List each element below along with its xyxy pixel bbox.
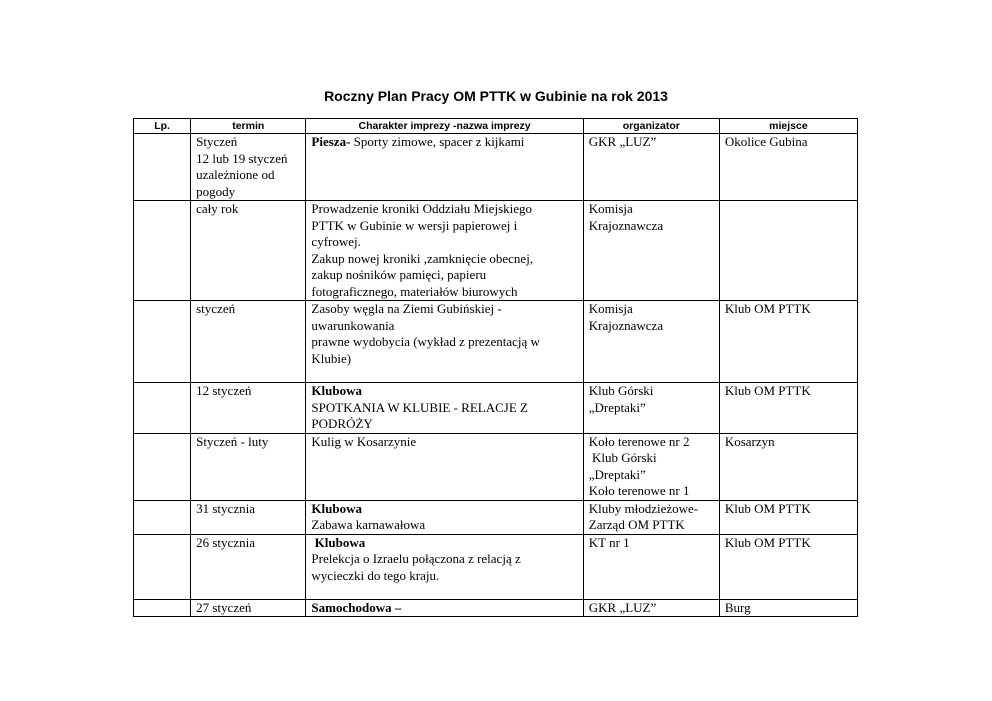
cell-miejsce [719, 433, 857, 500]
termin-line: 26 stycznia [196, 534, 255, 550]
miejsce-line: Burg [724, 599, 751, 615]
organizator-line: Klub Górski [588, 383, 654, 398]
organizator-line: Koło terenowe nr 2 [588, 433, 690, 449]
termin-line: pogody [196, 183, 236, 199]
termin-line: styczeń [196, 301, 236, 316]
cell-charakter [306, 433, 583, 500]
charakter-line: Prelekcja o Izraelu połączona z relacją z [311, 551, 521, 566]
cell-lp [134, 383, 191, 434]
cell-lp [134, 201, 191, 301]
miejsce-line: Klub OM PTTK [724, 301, 811, 316]
cell-termin [191, 301, 306, 383]
cell-termin [191, 599, 306, 617]
event-type: Klubowa [311, 383, 362, 398]
table-row [134, 383, 858, 434]
charakter-line: Klubie) [311, 350, 352, 366]
charakter-line: uwarunkowania [311, 317, 395, 333]
cell-organizator [583, 201, 719, 301]
cell-termin [191, 134, 306, 201]
miejsce-line: Kosarzyn [724, 433, 775, 449]
termin-line: 31 stycznia [196, 500, 255, 516]
termin-line: 12 lub 19 styczeń [196, 150, 288, 166]
header-termin: termin [191, 119, 306, 134]
cell-charakter [306, 599, 583, 617]
cell-lp [134, 301, 191, 383]
termin-line: uzależnione od [196, 167, 275, 182]
charakter-line: zakup nośników pamięci, papieru [311, 267, 487, 282]
cell-lp [134, 134, 191, 201]
cell-miejsce [719, 383, 857, 434]
page-title: Roczny Plan Pracy OM PTTK w Gubinie na rok 2013 [324, 88, 668, 104]
miejsce-line: Okolice Gubina [724, 134, 808, 149]
cell-organizator [583, 383, 719, 434]
table-row [134, 134, 858, 201]
miejsce-line: Klub OM PTTK [724, 500, 811, 516]
cell-miejsce [719, 134, 857, 201]
table-row [134, 201, 858, 301]
table-row [134, 301, 858, 383]
cell-miejsce [719, 301, 857, 383]
charakter-line: cyfrowej. [311, 234, 361, 249]
organizator-line: Kluby młodzieżowe- [588, 500, 699, 516]
table-header-row [134, 119, 858, 134]
charakter-line: Prowadzenie kroniki Oddziału Miejskiego [311, 201, 533, 216]
organizator-line: GKR „LUZ” [588, 599, 657, 615]
organizator-line: „Dreptaki” [588, 399, 646, 415]
cell-charakter [306, 383, 583, 434]
charakter-line: Zasoby węgla na Ziemi Gubińskiej - [311, 301, 502, 316]
organizator-line: Komisja [588, 301, 633, 316]
organizator-line: Klub Górski [588, 450, 657, 465]
cell-organizator [583, 134, 719, 201]
cell-organizator [583, 500, 719, 534]
event-type: Piesza- [311, 134, 351, 149]
cell-charakter [306, 301, 583, 383]
charakter-line: SPOTKANIA W KLUBIE - RELACJE Z [311, 399, 528, 415]
organizator-line: Krajoznawcza [588, 317, 664, 333]
cell-termin [191, 433, 306, 500]
cell-charakter [306, 534, 583, 599]
termin-line: Styczeń - luty [196, 433, 269, 449]
organizator-line: Komisja [588, 201, 633, 216]
cell-lp [134, 433, 191, 500]
organizator-line: GKR „LUZ” [588, 134, 657, 149]
cell-organizator [583, 534, 719, 599]
table-row [134, 433, 858, 500]
plan-table [133, 118, 858, 617]
organizator-line: Koło terenowe nr 1 [588, 483, 690, 498]
charakter-line: PTTK w Gubinie w wersji papierowej i [311, 217, 518, 233]
header-organizator: organizator [583, 119, 719, 134]
cell-miejsce [719, 500, 857, 534]
cell-lp [134, 534, 191, 599]
cell-termin [191, 500, 306, 534]
organizator-line: Krajoznawcza [588, 217, 664, 233]
charakter-line: prawne wydobycia (wykład z prezentacją w [311, 334, 540, 349]
cell-organizator [583, 301, 719, 383]
cell-lp [134, 500, 191, 534]
organizator-line: KT nr 1 [588, 534, 630, 550]
event-type: Klubowa [311, 534, 366, 550]
cell-organizator [583, 599, 719, 617]
cell-termin [191, 201, 306, 301]
charakter-line: Kulig w Kosarzynie [311, 433, 417, 449]
miejsce-line: Klub OM PTTK [724, 534, 811, 550]
event-type: Klubowa [311, 500, 362, 516]
charakter-line: Zakup nowej kroniki ,zamknięcie obecnej, [311, 250, 534, 266]
cell-organizator [583, 433, 719, 500]
charakter-text: Sporty zimowe, spacer z kijkami [350, 134, 525, 149]
charakter-line: fotograficznego, materiałów biurowych [311, 283, 518, 299]
organizator-line: „Dreptaki” [588, 466, 646, 482]
termin-line: 27 styczeń [196, 599, 252, 615]
cell-charakter [306, 201, 583, 301]
cell-charakter [306, 500, 583, 534]
cell-termin [191, 383, 306, 434]
cell-charakter [306, 134, 583, 201]
charakter-line: Zabawa karnawałowa [311, 517, 426, 532]
event-type: Samochodowa – [311, 599, 402, 615]
cell-termin [191, 534, 306, 599]
header-lp: Lp. [134, 119, 191, 134]
cell-miejsce [719, 534, 857, 599]
table-row [134, 500, 858, 534]
charakter-line: PODRÓŻY [311, 416, 373, 431]
miejsce-line: Klub OM PTTK [724, 383, 811, 398]
header-miejsce: miejsce [719, 119, 857, 134]
cell-miejsce [719, 599, 857, 617]
termin-line: 12 styczeń [196, 383, 252, 398]
cell-lp [134, 599, 191, 617]
charakter-line: wycieczki do tego kraju. [311, 567, 440, 583]
termin-line: cały rok [196, 201, 239, 216]
header-charakter: Charakter imprezy -nazwa imprezy [306, 119, 583, 134]
table-row [134, 534, 858, 599]
table-row [134, 599, 858, 617]
cell-miejsce [719, 201, 857, 301]
termin-line: Styczeń [196, 134, 238, 149]
organizator-line: Zarząd OM PTTK [588, 517, 685, 532]
